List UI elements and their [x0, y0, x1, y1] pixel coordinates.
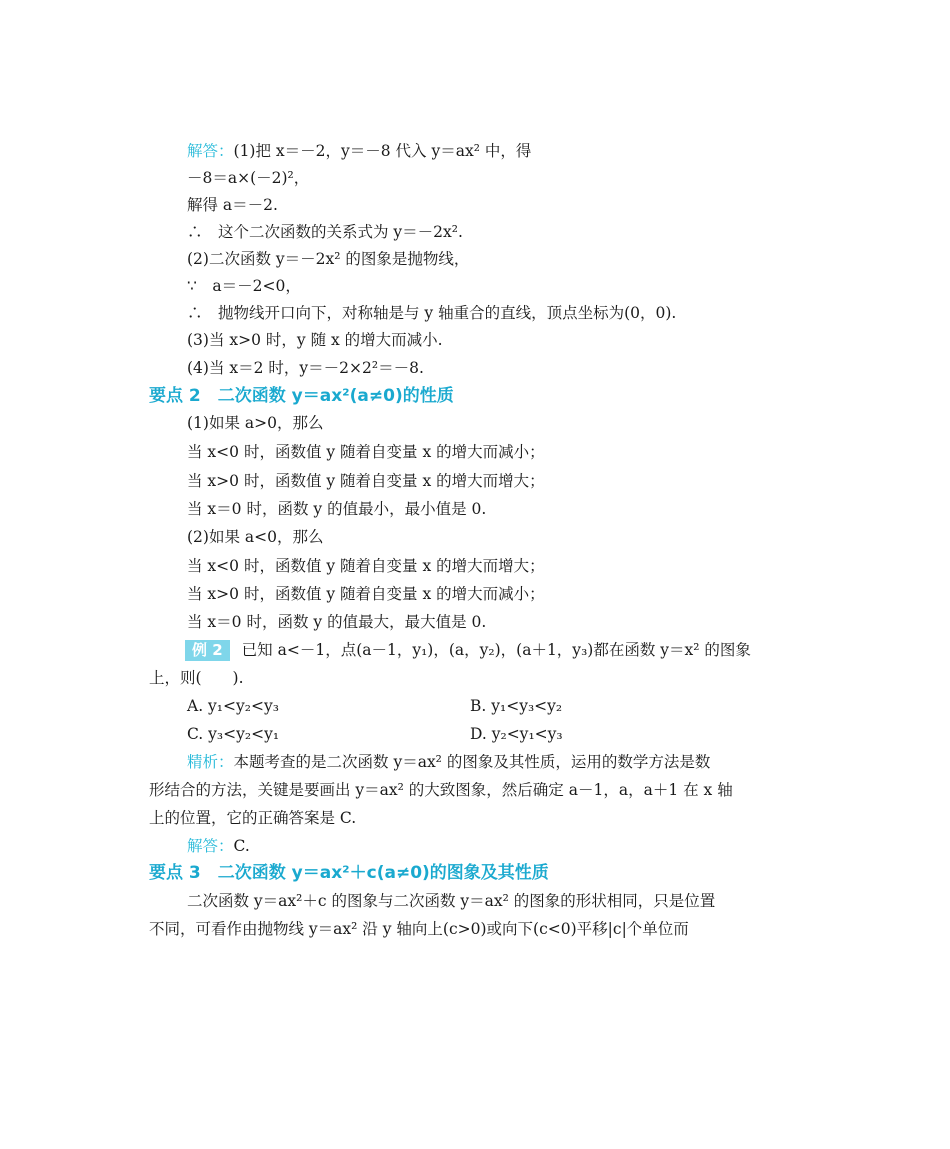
answer1-line-6: ∵ a＝－2<0，: [187, 277, 301, 295]
answer1-line-4: ∴ 这个二次函数的关系式为 y＝－2x².: [187, 223, 463, 241]
example2-line-1: [185, 639, 751, 661]
answer1-text: (1)把 x＝－2，y＝－8 代入 y＝ax² 中，得: [233, 142, 532, 160]
example2-line-2: 上，则( ).: [149, 669, 244, 687]
point2-line-4: 当 x＝0 时，函数 y 的值最小，最小值是 0.: [187, 500, 487, 518]
option-a: A. y₁<y₂<y₃: [187, 697, 279, 715]
example2-answer-text: C.: [233, 837, 250, 855]
answer1-line-9: (4)当 x＝2 时，y＝－2×2²＝－8.: [187, 359, 424, 377]
example2-tag: 例 2: [185, 640, 230, 661]
analysis-line-2: 形结合的方法，关键是要画出 y＝ax² 的大致图象，然后确定 a－1，a，a＋1 在 x 轴: [149, 781, 733, 799]
point2-line-6: 当 x<0 时，函数值 y 随着自变量 x 的增大而增大；: [187, 557, 545, 575]
answer1-line-5: (2)二次函数 y＝－2x² 的图象是抛物线，: [187, 250, 470, 268]
analysis-text-1: 本题考查的是二次函数 y＝ax² 的图象及其性质，运用的数学方法是数: [233, 753, 711, 771]
answer1-line-8: (3)当 x>0 时，y 随 x 的增大而减小.: [187, 331, 443, 349]
point2-heading: 要点 2 二次函数 y＝ax²(a≠0)的性质: [149, 386, 454, 406]
example2-answer-label: 解答：: [187, 837, 234, 855]
point2-line-7: 当 x>0 时，函数值 y 随着自变量 x 的增大而减小；: [187, 585, 545, 603]
example2-answer: [187, 835, 250, 857]
point2-line-1: (1)如果 a>0，那么: [187, 414, 324, 432]
point2-line-2: 当 x<0 时，函数值 y 随着自变量 x 的增大而减小；: [187, 443, 545, 461]
point2-line-3: 当 x>0 时，函数值 y 随着自变量 x 的增大而增大；: [187, 472, 545, 490]
answer1-line-2: －8＝a×(－2)²，: [187, 169, 310, 187]
answer1-line-7: ∴ 抛物线开口向下，对称轴是与 y 轴重合的直线，顶点坐标为(0，0).: [187, 304, 677, 322]
option-b: B. y₁<y₃<y₂: [470, 697, 563, 715]
point3-line-1: 二次函数 y＝ax²＋c 的图象与二次函数 y＝ax² 的图象的形状相同，只是位置: [187, 892, 716, 910]
example2-question: 已知 a<－1，点(a－1，y₁)，(a，y₂)，(a＋1，y₃)都在函数 y＝x² 的图象: [241, 641, 751, 659]
analysis-line-1: [187, 751, 710, 773]
answer1-label: 解答：: [187, 142, 234, 160]
option-d: D. y₂<y₁<y₃: [470, 725, 563, 743]
point2-line-5: (2)如果 a<0，那么: [187, 528, 324, 546]
point3-heading: 要点 3 二次函数 y＝ax²＋c(a≠0)的图象及其性质: [149, 863, 549, 883]
option-c: C. y₃<y₂<y₁: [187, 725, 280, 743]
answer1-line-1: [187, 140, 531, 162]
point3-line-2: 不同，可看作由抛物线 y＝ax² 沿 y 轴向上(c>0)或向下(c<0)平移|c|个单位而: [149, 920, 689, 938]
analysis-line-3: 上的位置，它的正确答案是 C.: [149, 809, 357, 827]
analysis-label: 精析：: [187, 753, 234, 771]
point2-line-8: 当 x＝0 时，函数 y 的值最大，最大值是 0.: [187, 613, 487, 631]
answer1-line-3: 解得 a＝－2.: [187, 196, 278, 214]
